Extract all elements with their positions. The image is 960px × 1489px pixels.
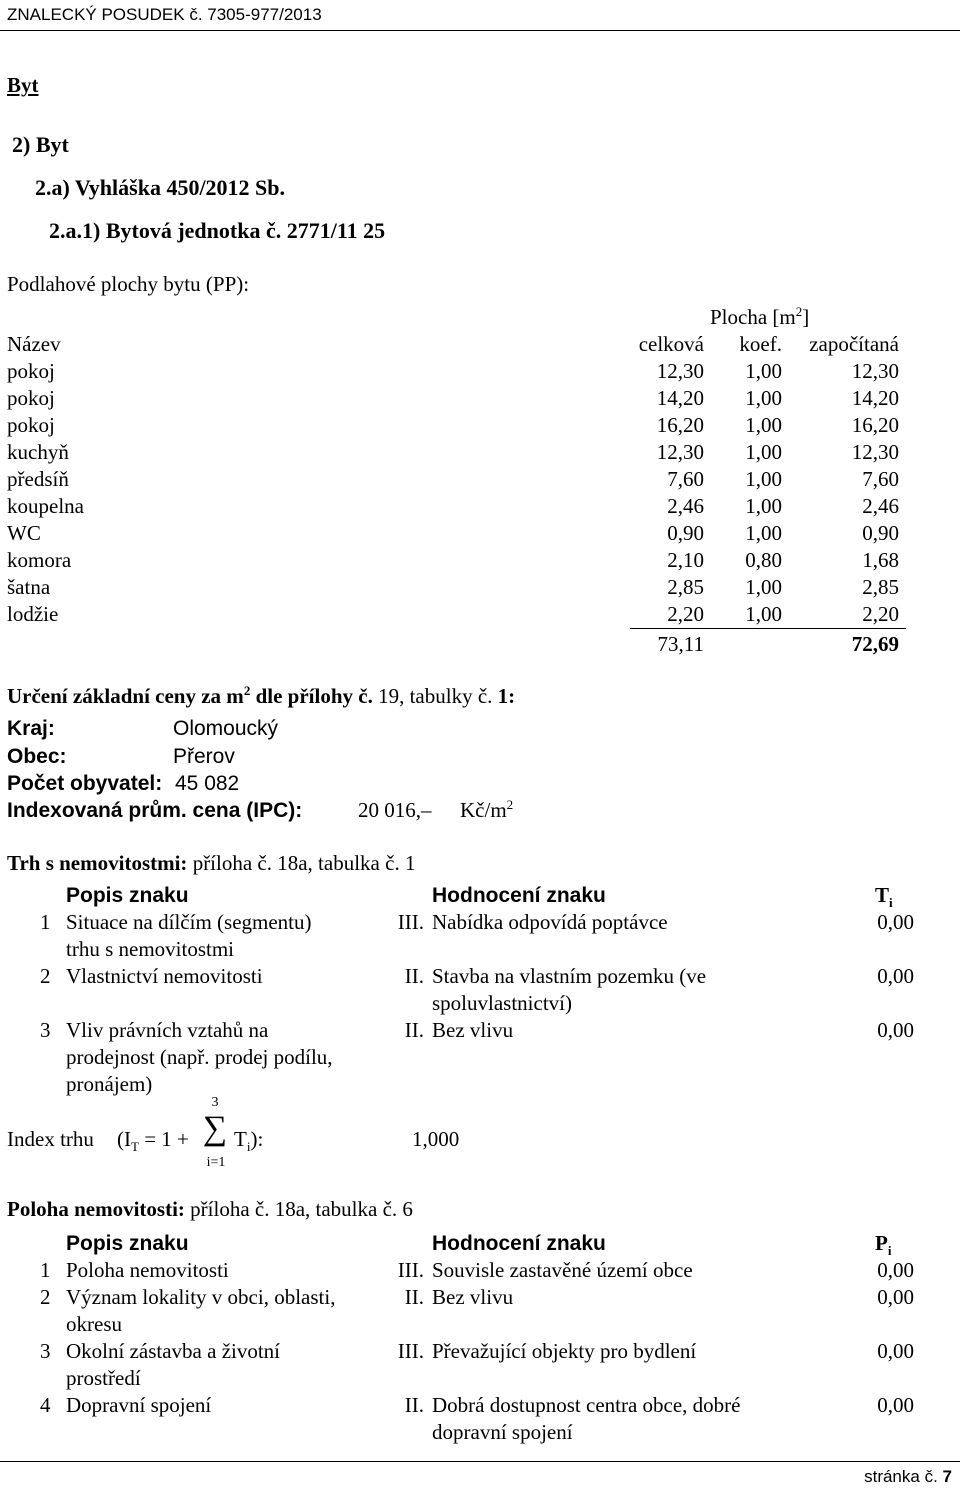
col-total-header: celková [638,332,704,356]
row-counted: 2,85 [862,575,899,599]
heading-2: 2) Byt [12,132,69,157]
row-value: 0,00 [877,964,914,988]
row-total: 12,30 [656,440,704,464]
row-counted: 12,30 [851,440,899,464]
row-total: 12,30 [656,359,704,383]
row-coef: 1,00 [745,359,782,383]
row-value: 0,00 [877,910,914,934]
row-counted: 2,20 [862,602,899,626]
sum-rule [630,628,906,629]
location-col-p: $P_i$ [875,1231,892,1259]
row-coef: 1,00 [745,494,782,518]
row-number: 1 [40,1258,51,1282]
row-desc: prostředí [66,1366,141,1390]
row-name: koupelna [7,494,84,518]
row-name: předsíň [7,467,69,491]
row-desc: pronájem) [66,1072,153,1096]
row-class: II. [404,964,424,988]
row-coef: 1,00 [745,386,782,410]
row-counted: 16,20 [851,413,899,437]
row-eval: Bez vlivu [432,1018,514,1042]
row-total: 2,10 [667,548,704,572]
row-number: 1 [40,910,51,934]
row-coef: 1,00 [745,440,782,464]
row-class: II. [404,1285,424,1309]
sum-counted: 72,69 [851,632,899,656]
row-desc: okresu [66,1312,122,1336]
sigma-icon: ∑ [202,1110,228,1147]
row-number: 2 [40,1285,51,1309]
row-desc: Význam lokality v obci, oblasti, [66,1285,336,1309]
row-value: 0,00 [877,1285,914,1309]
row-value: 0,00 [877,1018,914,1042]
row-name: pokoj [7,386,55,410]
row-total: 2,20 [667,602,704,626]
row-eval: Dobrá dostupnost centra obce, dobré [432,1393,741,1417]
section-title: Byt [7,73,39,97]
row-number: 3 [40,1018,51,1042]
col-name-header: Název [7,332,61,356]
sum-total: 73,11 [657,632,704,656]
municipality-value: Přerov [173,745,235,768]
index-label: Index trhu [7,1127,94,1151]
row-coef: 1,00 [745,413,782,437]
market-col-eval: Hodnocení znaku [432,884,606,907]
row-class: II. [404,1393,424,1417]
sum-upper-limit: 3 [211,1095,219,1110]
row-counted: 12,30 [851,359,899,383]
location-col-desc: Popis znaku [66,1232,189,1255]
row-name: pokoj [7,413,55,437]
row-counted: 0,90 [862,521,899,545]
row-desc: Vlastnictví nemovitosti [66,964,263,988]
index-value: 1,000 [412,1127,460,1151]
row-desc: Okolní zástavba a životní [66,1339,281,1363]
row-name: komora [7,548,72,572]
heading-4: 2.a.1) Bytová jednotka č. 2771/11 25 [49,218,386,243]
document-header: ZNALECKÝ POSUDEK č. 7305-977/2013 [7,5,322,24]
sum-term: $T_i$): [234,1127,264,1155]
heading-3: 2.a) Vyhláška 450/2012 Sb. [35,175,286,200]
row-desc: Dopravní spojení [66,1393,212,1417]
row-eval: Převažující objekty pro bydlení [432,1339,697,1363]
row-eval: Nabídka odpovídá poptávce [432,910,668,934]
region-label: Kraj: [7,717,55,740]
location-col-eval: Hodnocení znaku [432,1232,606,1255]
row-class: III. [397,1258,424,1282]
location-title: Poloha nemovitosti: příloha č. 18a, tabulka č. 6 [7,1197,413,1221]
index-formula: ($I_T = 1$ + [117,1127,189,1155]
row-number: 3 [40,1339,51,1363]
row-name: lodžie [7,602,59,626]
floor-area-title: Podlahové plochy bytu (PP): [7,272,250,296]
row-eval: Souvisle zastavěné území obce [432,1258,693,1282]
col-coef-header: koef. [739,332,782,356]
market-col-desc: Popis znaku [66,884,189,907]
row-eval: spoluvlastnictví) [432,991,572,1015]
row-desc: Poloha nemovitosti [66,1258,229,1282]
row-class: III. [397,1339,424,1363]
row-total: 2,46 [667,494,704,518]
row-value: 0,00 [877,1393,914,1417]
row-counted: 1,68 [862,548,899,572]
row-value: 0,00 [877,1339,914,1363]
row-coef: 1,00 [745,602,782,626]
header-rule [0,30,960,31]
row-total: 2,85 [667,575,704,599]
base-price-title: Určení základní ceny za $m^2$ dle přílohy č. 19, tabulky č. 1: [7,683,516,708]
population-value: 45 082 [175,772,240,795]
row-total: 16,20 [656,413,704,437]
row-desc: Vliv právních vztahů na [66,1018,269,1042]
row-name: WC [7,521,41,545]
market-title: Trh s nemovitostmi: příloha č. 18a, tabulka č. 1 [7,851,416,875]
ipc-label: Indexovaná prům. cena (IPC): [7,799,303,822]
row-desc: Situace na dílčím (segmentu) [66,910,312,934]
row-counted: 2,46 [862,494,899,518]
row-eval: Stavba na vlastním pozemku (ve [432,964,707,988]
row-desc: trhu s nemovitostmi [66,937,234,961]
row-class: III. [397,910,424,934]
row-coef: 1,00 [745,521,782,545]
row-desc: prodejnost (např. prodej podílu, [66,1045,333,1069]
row-coef: 1,00 [745,467,782,491]
region-value: Olomoucký [173,717,279,740]
row-eval: dopravní spojení [432,1420,573,1444]
market-col-t: $T_i$ [875,883,893,911]
row-name: kuchyň [7,440,69,464]
row-name: pokoj [7,359,55,383]
row-class: II. [404,1018,424,1042]
row-total: 7,60 [667,467,704,491]
row-coef: 1,00 [745,575,782,599]
sum-lower-limit: i=1 [206,1155,226,1170]
row-total: 14,20 [656,386,704,410]
population-label: Počet obyvatel: [7,772,163,795]
area-group-header: Plocha $[m^2]$ [710,304,810,329]
ipc-unit: $Kč/m^2$ [460,797,514,822]
col-counted-header: započítaná [809,332,899,356]
row-coef: 0,80 [745,548,782,572]
row-number: 2 [40,964,51,988]
row-name: šatna [7,575,51,599]
ipc-value: 20 016,– [358,798,432,822]
footer-rule [0,1461,960,1462]
row-total: 0,90 [667,521,704,545]
row-number: 4 [40,1393,51,1417]
page-footer: stránka č. 7 [864,1467,952,1486]
row-counted: 7,60 [862,467,899,491]
municipality-label: Obec: [7,745,67,768]
row-eval: Bez vlivu [432,1285,514,1309]
row-counted: 14,20 [851,386,899,410]
row-value: 0,00 [877,1258,914,1282]
